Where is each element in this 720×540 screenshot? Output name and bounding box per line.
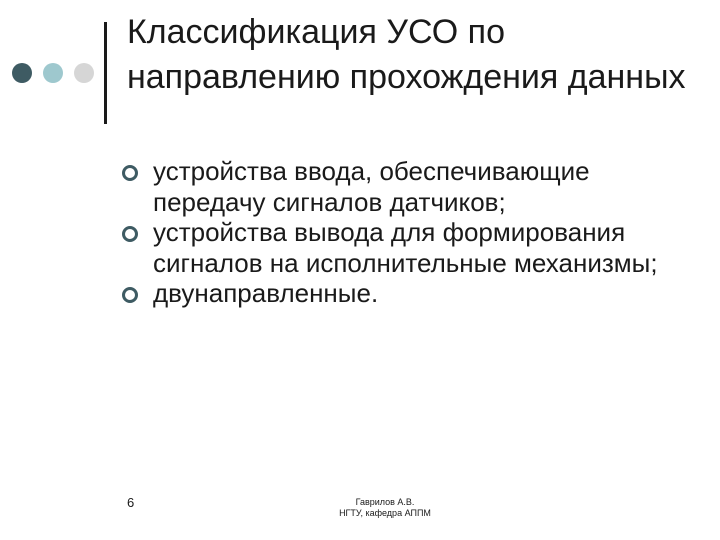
decorative-dot-teal-icon [43,63,63,83]
bullet-circle-icon [122,226,138,242]
bullet-text: двунаправленные. [153,278,379,308]
page-number: 6 [127,495,135,510]
bullet-item-output-devices [122,217,682,278]
slide-title: Классификация УСО по направлению прохождения данных [127,13,686,96]
bullet-item-input-devices [122,156,682,217]
footer-credit [270,497,500,519]
title-divider-line [104,22,107,124]
footer-org: НГТУ, кафедра АППМ [339,508,431,518]
bullet-text: устройства ввода, обеспечивающие передачу сигналов датчиков; [153,156,590,217]
decorative-dot-dark-icon [12,63,32,83]
decorative-dot-gray-icon [74,63,94,83]
bullet-text: устройства вывода для формирования сигналов на исполнительные механизмы; [153,217,658,278]
footer-author: Гаврилов А.В. [355,497,415,507]
bullet-list [122,156,682,309]
bullet-circle-icon [122,165,138,181]
bullet-item-bidirectional [122,278,682,309]
bullet-circle-icon [122,287,138,303]
